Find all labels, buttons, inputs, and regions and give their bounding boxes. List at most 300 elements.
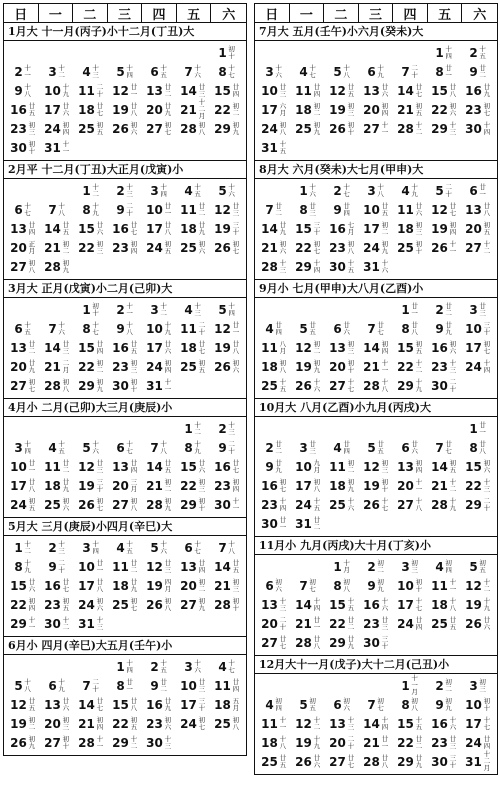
day-cell [40,457,74,476]
day-cell [142,695,176,714]
day-number: 29 [397,378,414,393]
lunar-date: 廿九 [28,358,36,374]
month-title: 3月大 正月(戊寅)小二月(己卯)大 [4,280,246,298]
lunar-date: 十一 [449,577,457,593]
lunar-date: 十九 [377,63,384,79]
day-cell [108,300,142,319]
day-cell [6,557,40,576]
day-number: 14 [78,697,95,712]
day-number: 11 [180,321,197,336]
day-cell [40,714,74,733]
day-cell [108,595,142,614]
day-cell [6,100,40,119]
day-cell [40,476,74,495]
day-cell [393,100,427,119]
day-cell [74,81,108,100]
day-number: 29 [295,259,312,274]
lunar-date: 十二 [130,734,138,750]
day-cell [359,200,393,219]
lunar-date: 初八 [343,577,350,593]
day-number: 21 [397,102,414,117]
lunar-date: 初六 [483,458,491,474]
day-number: 17 [363,221,380,236]
day-number: 24 [363,240,380,255]
day-cell [325,633,359,652]
day-number: 30 [146,735,163,750]
empty-cell [257,676,291,695]
day-cell [210,557,244,576]
lunar-date: 初九 [313,120,321,136]
day-number: 27 [363,121,380,136]
day-number: 28 [363,378,380,393]
day-cell [176,657,210,676]
day-number: 7 [367,321,376,336]
lunar-date: 初七 [28,377,36,393]
day-cell [325,376,359,395]
lunar-date: 十二 [62,615,70,631]
day-cell [257,457,291,476]
lunar-date: 初二 [445,677,452,693]
day-number: 20 [10,359,27,374]
day-cell [210,81,244,100]
day-cell [393,219,427,238]
day-cell [291,257,325,276]
lunar-date: 初五 [28,496,36,512]
day-number: 23 [214,478,231,493]
lunar-date: 初三 [347,101,355,117]
day-cell [359,714,393,733]
day-cell [142,714,176,733]
day-number: 22 [78,359,95,374]
day-cell [142,457,176,476]
lunar-date: 十三 [92,63,99,79]
day-number: 3 [184,659,193,674]
lunar-date: 初六 [96,596,104,612]
lunar-date: 廿二 [415,734,423,750]
day-cell [6,200,40,219]
day-number: 9 [469,64,478,79]
day-number: 22 [329,616,346,631]
day-cell [6,495,40,514]
day-grid [4,298,246,398]
month-title: 9月小 七月(甲申)大八月(乙酉)小 [255,280,497,298]
day-cell [359,457,393,476]
day-cell [427,43,461,62]
day-number: 4 [218,659,227,674]
month-title: 8月大 六月(癸未)大七月(甲申)大 [255,161,497,179]
day-number: 31 [44,140,61,155]
lunar-date: 初五 [415,101,423,117]
day-number: 29 [78,378,95,393]
day-number: 3 [14,440,23,455]
lunar-date: 廿五 [449,615,457,631]
day-cell [359,614,393,633]
empty-cell [6,181,40,200]
day-cell [393,357,427,376]
day-grid [255,179,497,279]
lunar-date: 廿一 [232,320,240,336]
day-number: 10 [78,559,95,574]
lunar-date: 廿四 [232,677,240,693]
day-number: 8 [299,202,308,217]
lunar-date: 初七 [232,239,240,255]
empty-cell [359,676,393,695]
day-cell [393,714,427,733]
day-number: 21 [44,359,61,374]
day-number: 17 [78,578,95,593]
day-cell [142,300,176,319]
day-cell [291,62,325,81]
day-number: 8 [401,697,410,712]
lunar-date: 二十 [96,82,104,98]
day-number: 21 [146,478,163,493]
day-number: 13 [180,559,197,574]
lunar-date: 十七 [194,539,201,555]
lunar-date: 初六 [164,715,172,731]
day-cell [74,100,108,119]
day-number: 29 [180,497,197,512]
lunar-date: 廿一 [479,182,486,198]
day-cell [74,476,108,495]
lunar-date: 初十 [232,596,240,612]
day-cell [210,181,244,200]
day-number: 18 [431,597,448,612]
day-number: 10 [180,678,197,693]
day-number: 11 [214,678,231,693]
lunar-date: 初三 [347,339,355,355]
lunar-date: 初六 [62,496,70,512]
day-number: 12 [295,716,312,731]
lunar-date: 初九 [62,258,70,274]
day-cell [393,733,427,752]
day-cell [176,457,210,476]
day-cell [325,119,359,138]
lunar-date: 二十 [411,63,418,79]
lunar-date: 三十 [449,753,457,769]
lunar-date: 十二 [483,239,491,255]
day-cell [108,557,142,576]
day-number: 6 [333,697,342,712]
day-number: 16 [329,221,346,236]
day-cell [74,557,108,576]
day-number: 13 [112,459,129,474]
month-block [254,23,498,161]
day-number: 30 [431,378,448,393]
lunar-date: 初八 [198,120,206,136]
lunar-date: 十四 [24,439,31,455]
lunar-date: 廿五 [381,201,389,217]
day-cell [325,695,359,714]
day-number: 4 [265,697,274,712]
day-cell [210,595,244,614]
empty-cell [6,300,40,319]
lunar-date: 廿四 [313,82,321,98]
lunar-date: 十七 [483,715,491,731]
day-number: 15 [112,697,129,712]
day-cell [210,676,244,695]
lunar-date: 廿六 [411,439,418,455]
day-number: 10 [261,83,278,98]
day-cell [461,714,495,733]
day-cell [325,495,359,514]
day-cell [427,62,461,81]
lunar-date: 廿二 [347,615,355,631]
lunar-date: 初六 [449,339,457,355]
day-cell [325,200,359,219]
day-number: 13 [261,597,278,612]
lunar-date: 初九 [381,239,389,255]
lunar-date: 廿六 [62,696,70,712]
day-number: 29 [112,735,129,750]
day-number: 18 [180,340,197,355]
lunar-date: 廿三 [164,558,172,574]
day-cell [427,200,461,219]
lunar-date: 廿九 [445,320,452,336]
day-number: 14 [363,716,380,731]
day-number: 16 [363,597,380,612]
day-number: 23 [363,616,380,631]
day-number: 20 [363,102,380,117]
lunar-date: 初七 [309,577,316,593]
day-cell [6,319,40,338]
lunar-date: 廿九 [483,82,491,98]
lunar-date: 十一 [62,139,70,155]
day-grid [4,655,246,755]
day-number: 6 [14,321,23,336]
empty-cell [142,419,176,438]
lunar-date: 廿五 [28,696,36,712]
day-number: 3 [150,183,159,198]
day-cell [108,538,142,557]
day-number: 25 [78,121,95,136]
day-number: 4 [299,64,308,79]
day-number: 9 [435,697,444,712]
lunar-date: 廿二 [28,339,36,355]
lunar-date: 初四 [232,477,240,493]
day-number: 18 [180,221,197,236]
day-cell [40,81,74,100]
lunar-date: 十五 [279,139,287,155]
lunar-date: 十七 [228,658,235,674]
day-cell [427,376,461,395]
empty-cell [427,419,461,438]
lunar-date: 十六 [381,596,389,612]
day-number: 2 [333,183,342,198]
day-number: 15 [431,83,448,98]
lunar-date: 十九 [164,320,172,336]
day-cell [461,357,495,376]
lunar-date: 十八 [24,82,31,98]
day-cell [461,752,495,771]
lunar-date: 初五 [479,558,486,574]
day-number: 27 [329,378,346,393]
weekday-sat: 六 [222,8,236,23]
day-number: 11 [329,459,346,474]
day-number: 27 [112,497,129,512]
day-number: 23 [465,102,482,117]
day-number: 29 [329,635,346,650]
lunar-date: 十一月 [411,674,418,696]
day-cell [257,62,291,81]
day-number: 2 [265,440,274,455]
day-cell [427,695,461,714]
month-block [3,161,247,280]
lunar-date: 廿八 [130,696,138,712]
lunar-date: 初二 [96,358,104,374]
day-number: 11 [397,202,414,217]
day-cell [325,733,359,752]
day-cell [176,238,210,257]
day-cell [291,595,325,614]
lunar-date: 十五 [126,539,133,555]
day-grid [255,298,497,398]
day-cell [74,576,108,595]
lunar-date: 十七 [343,182,350,198]
day-number: 5 [218,183,227,198]
day-number: 28 [397,121,414,136]
day-cell [257,595,291,614]
day-cell [176,119,210,138]
day-number: 25 [180,240,197,255]
day-number: 9 [265,459,274,474]
day-cell [461,200,495,219]
day-cell [210,200,244,219]
day-number: 22 [214,102,231,117]
day-number: 28 [146,497,163,512]
day-number: 12 [78,459,95,474]
day-number: 19 [329,102,346,117]
day-cell [74,614,108,633]
lunar-date: 十五 [347,258,355,274]
day-cell [40,319,74,338]
day-number: 12 [363,459,380,474]
weekday-sat: 六 [473,8,487,23]
day-cell [291,357,325,376]
weekday-sun: 日 [255,4,290,23]
day-cell [176,300,210,319]
day-number: 30 [329,259,346,274]
day-number: 29 [10,616,27,631]
day-cell [325,181,359,200]
day-cell [74,695,108,714]
day-cell [257,633,291,652]
day-number: 24 [465,735,482,750]
day-number: 12 [10,697,27,712]
day-cell [325,81,359,100]
lunar-date: 三月 [130,477,138,493]
day-number: 17 [261,102,278,117]
lunar-date: 初二 [313,339,321,355]
day-cell [291,495,325,514]
empty-cell [393,43,427,62]
day-number: 27 [261,635,278,650]
day-number: 30 [465,121,482,136]
lunar-date: 十九 [411,182,418,198]
month-title: 10月大 八月(乙酉)小九月(丙戌)大 [255,399,497,417]
day-number: 4 [333,440,342,455]
lunar-date: 廿二 [275,201,282,217]
lunar-date: 廿一 [28,458,36,474]
lunar-date: 二十 [445,182,452,198]
day-cell [6,238,40,257]
lunar-date: 廿三 [198,82,206,98]
day-number: 12 [329,83,346,98]
day-cell [427,557,461,576]
lunar-date: 二十 [126,201,133,217]
lunar-date: 初九 [164,496,172,512]
day-cell [6,338,40,357]
lunar-date: 十六 [92,439,99,455]
day-number: 30 [44,616,61,631]
lunar-date: 廿五 [130,339,138,355]
lunar-date: 廿五 [347,82,355,98]
day-cell [427,219,461,238]
day-number: 21 [180,102,197,117]
lunar-date: 初七 [130,596,138,612]
empty-cell [291,300,325,319]
day-number: 25 [180,359,197,374]
day-cell [427,438,461,457]
day-number: 10 [44,83,61,98]
day-cell [40,695,74,714]
day-number: 22 [465,478,482,493]
empty-cell [291,419,325,438]
lunar-date: 廿七 [449,201,457,217]
day-number: 12 [214,202,231,217]
day-cell [291,714,325,733]
day-cell [74,538,108,557]
day-cell [210,695,244,714]
lunar-date: 十六 [313,377,321,393]
day-number: 11 [261,340,278,355]
day-number: 27 [10,259,27,274]
day-cell [6,576,40,595]
day-number: 17 [10,478,27,493]
day-cell [325,62,359,81]
lunar-date: 廿三 [449,734,457,750]
day-cell [40,238,74,257]
day-number: 2 [218,421,227,436]
day-number: 28 [78,735,95,750]
day-cell [325,476,359,495]
lunar-date: 廿二 [164,82,172,98]
day-cell [427,476,461,495]
lunar-date: 初六 [232,358,240,374]
lunar-date: 初八 [279,120,287,136]
day-cell [6,62,40,81]
lunar-date: 初七 [483,339,491,355]
day-number: 13 [10,221,27,236]
day-number: 2 [14,64,23,79]
day-cell [427,576,461,595]
day-cell [210,657,244,676]
day-number: 20 [146,102,163,117]
day-number: 7 [150,440,159,455]
day-number: 6 [265,578,274,593]
day-cell [74,457,108,476]
day-cell [210,495,244,514]
day-cell [461,219,495,238]
day-number: 9 [14,83,23,98]
lunar-date: 十八 [58,201,65,217]
day-cell [325,752,359,771]
day-cell [257,695,291,714]
day-cell [40,219,74,238]
lunar-date: 十四 [92,539,99,555]
day-number: 28 [295,635,312,650]
lunar-date: 十四 [313,596,321,612]
day-cell [461,100,495,119]
